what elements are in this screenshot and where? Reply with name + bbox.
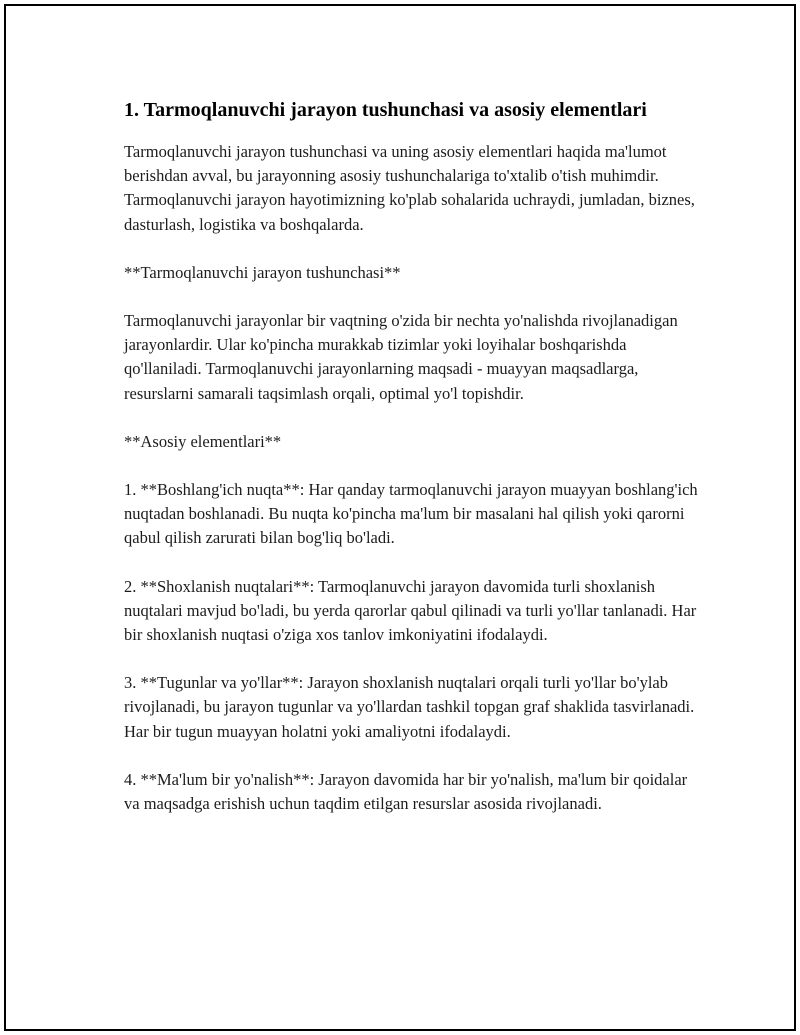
list-item-starting-point: 1. **Boshlang'ich nuqta**: Har qanday tarmoqlanuvchi jarayon muayyan boshlang'ich nuqtadan boshlanadi. Bu nuqta ko'pincha ma'lum bir masalani hal qilish yoki qarorni qabul qilish zarurati bilan bog'liq bo'ladi.	[124, 480, 698, 548]
list-item-branch-points: 2. **Shoxlanish nuqtalari**: Tarmoqlanuvchi jarayon davomida turli shoxlanish nuqtalari mavjud bo'ladi, bu yerda qarorlar qabul qilinadi va turli yo'llar tanlanadi. Har bir shoxlanish nuqtasi o'ziga xos tanlov imkoniyatini ifodalaydi.	[124, 576, 697, 645]
list-item-nodes-paths: 3. **Tugunlar va yo'llar**: Jarayon shoxlanish nuqtalari orqali turli yo'llar bo'ylab rivojlanadi, bu jarayon tugunlar va yo'llardan tashkil topgan graf shaklida tasvirlanadi. Har bir tugun muayyan holatni yoki amaliyotni ifodalaydi.	[124, 673, 695, 741]
section-heading-elements: **Asosiy elementlari**	[124, 431, 282, 451]
intro-paragraph: Tarmoqlanuvchi jarayon tushunchasi va uning asosiy elementlari haqida ma'lumot berishdan avval, bu jarayonning asosiy tushunchalariga to'xtalib o'tish muhimdir. Tarmoqlanuvchi jarayon hayotimizning ko'plab sohalarida uchraydi, jumladan, biznes, dasturlash, logistika va boshqalarda.	[124, 142, 695, 234]
document-body	[119, 96, 699, 840]
list-item-direction: 4. **Ma'lum bir yo'nalish**: Jarayon davomida har bir yo'nalish, ma'lum bir qoidalar va maqsadga erishish uchun taqdim etilgan resurslar asosida rivojlanadi.	[124, 769, 688, 814]
concept-paragraph: Tarmoqlanuvchi jarayonlar bir vaqtning o'zida bir nechta yo'nalishda rivojlanadigan jarayonlardir. Ular ko'pincha murakkab tizimlar yoki loyihalar boshqarishda qo'llaniladi. Tarmoqlanuvchi jarayonlarning maqsadi - muayyan maqsadlarga, resurslarni samarali taqsimlash orqali, optimal yo'l topishdir.	[124, 311, 678, 403]
section-heading-concept: **Tarmoqlanuvchi jarayon tushunchasi**	[124, 262, 401, 282]
page-title: 1. Tarmoqlanuvchi jarayon tushunchasi va asosiy elementlari	[124, 99, 647, 121]
page-frame	[4, 4, 796, 1031]
